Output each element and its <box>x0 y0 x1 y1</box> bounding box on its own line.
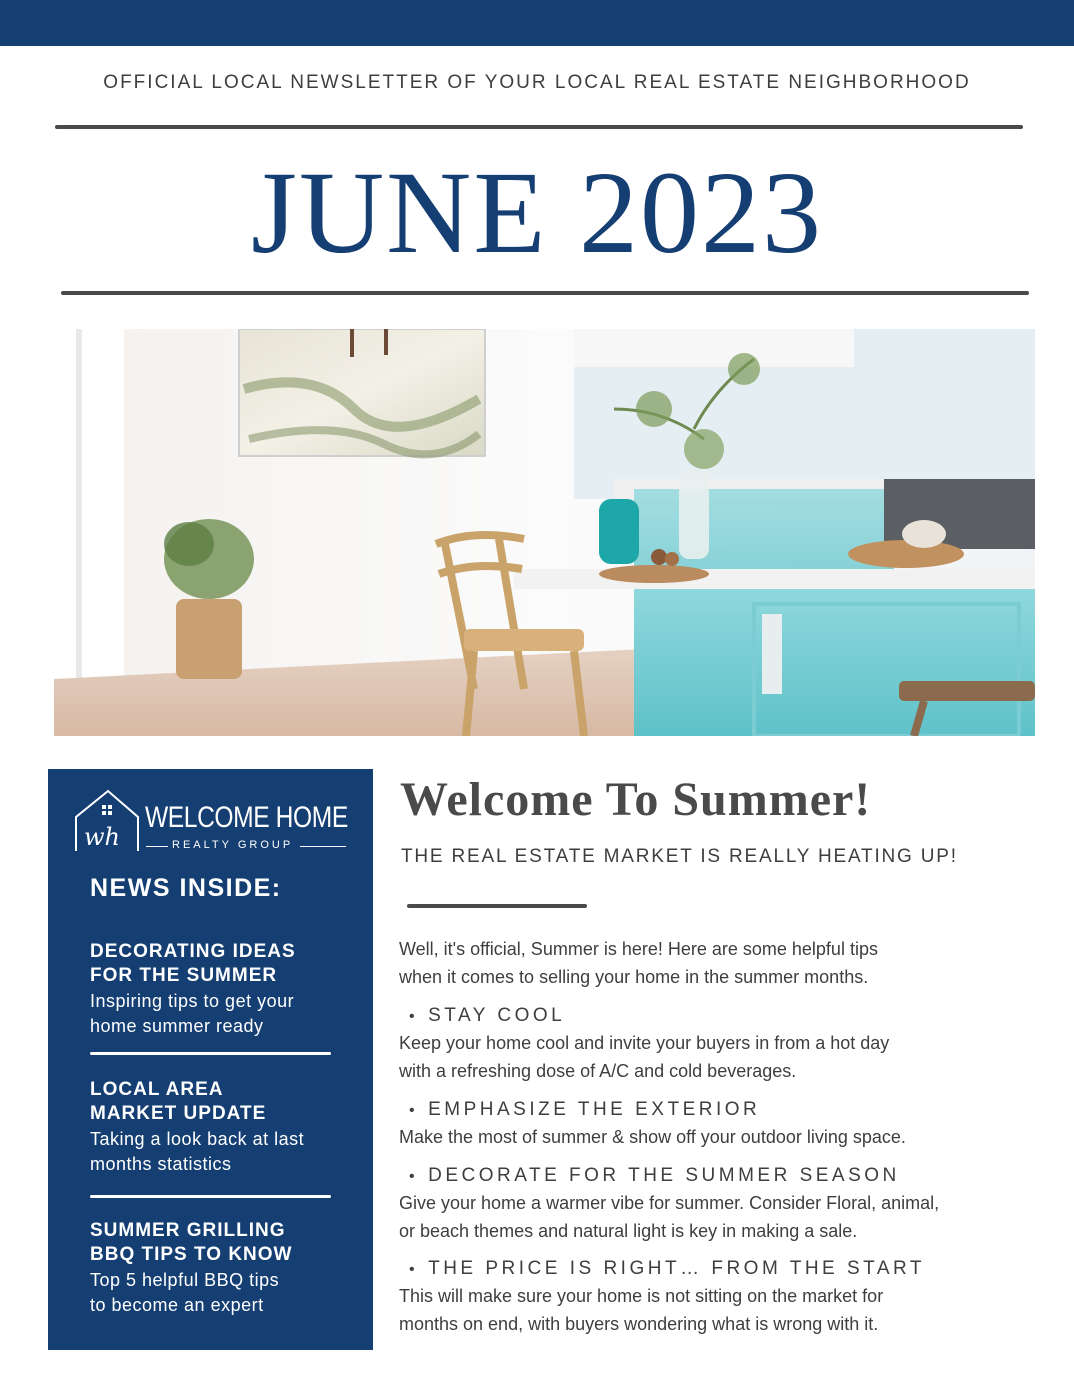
news-item-decorating <box>90 940 365 1039</box>
news-inside-sidebar <box>48 769 373 1350</box>
news-item-market-update <box>90 1078 365 1177</box>
tip-heading: DECORATE FOR THE SUMMER SEASON <box>428 1165 900 1186</box>
brand-logo <box>72 785 352 855</box>
news-item-title: SUMMER GRILLING BBQ TIPS TO KNOW <box>90 1220 293 1265</box>
article-intro: Well, it's official, Summer is here! Here are some helpful tips when it comes to selling your home in the summer months. <box>399 939 878 987</box>
title-divider-top <box>55 125 1023 129</box>
article-subtitle: THE REAL ESTATE MARKET IS REALLY HEATING UP! <box>401 846 958 867</box>
bullet-icon: • <box>409 1008 419 1025</box>
news-divider <box>90 1052 331 1055</box>
house-logo-icon <box>72 785 142 855</box>
tip-heading: EMPHASIZE THE EXTERIOR <box>428 1099 761 1120</box>
bullet-icon: • <box>409 1102 419 1119</box>
bullet-icon: • <box>409 1261 419 1278</box>
bullet-icon: • <box>409 1168 419 1185</box>
news-item-title: DECORATING IDEAS FOR THE SUMMER <box>90 941 296 986</box>
news-item-title: LOCAL AREA MARKET UPDATE <box>90 1079 267 1124</box>
tip-price-right <box>399 1257 1039 1338</box>
news-divider <box>90 1195 331 1198</box>
logo-line-right <box>300 846 346 847</box>
logo-line-left <box>146 846 168 847</box>
tip-body: Keep your home cool and invite your buyers in from a hot day with a refreshing dose of A/C and cold beverages. <box>399 1033 890 1081</box>
news-item-description: Top 5 helpful BBQ tips to become an expert <box>90 1270 280 1315</box>
logo-brand-name: WELCOME HOME <box>145 801 348 834</box>
news-inside-heading: NEWS INSIDE: <box>90 874 282 902</box>
news-item-description: Taking a look back at last months statistics <box>90 1129 305 1174</box>
top-banner-bar <box>0 0 1074 46</box>
news-item-bbq-tips <box>90 1219 365 1318</box>
tip-heading: STAY COOL <box>428 1005 566 1026</box>
tip-stay-cool <box>399 1004 1039 1085</box>
logo-brand-subtitle: REALTY GROUP <box>172 839 294 851</box>
tip-body: Give your home a warmer vibe for summer. Consider Floral, animal, or beach themes and natural light is key in making a sale. <box>399 1193 940 1241</box>
article-title: Welcome To Summer! <box>400 773 872 826</box>
title-divider-bottom <box>61 291 1029 295</box>
tip-body: Make the most of summer & show off your outdoor living space. <box>399 1127 906 1147</box>
tip-body: This will make sure your home is not sitting on the market for months on end, with buyers wondering what is wrong with it. <box>399 1286 884 1334</box>
tip-decorate-summer <box>399 1164 1039 1245</box>
issue-title: JUNE 2023 <box>251 147 823 278</box>
logo-monogram: wh <box>84 823 120 851</box>
news-item-description: Inspiring tips to get your home summer ready <box>90 991 295 1036</box>
article-divider <box>407 904 587 908</box>
tip-emphasize-exterior <box>399 1098 1039 1151</box>
tip-heading: THE PRICE IS RIGHT… FROM THE START <box>428 1258 926 1279</box>
newsletter-tagline: OFFICIAL LOCAL NEWSLETTER OF YOUR LOCAL REAL ESTATE NEIGHBORHOOD <box>103 72 971 93</box>
hero-kitchen-photo <box>54 329 1035 736</box>
